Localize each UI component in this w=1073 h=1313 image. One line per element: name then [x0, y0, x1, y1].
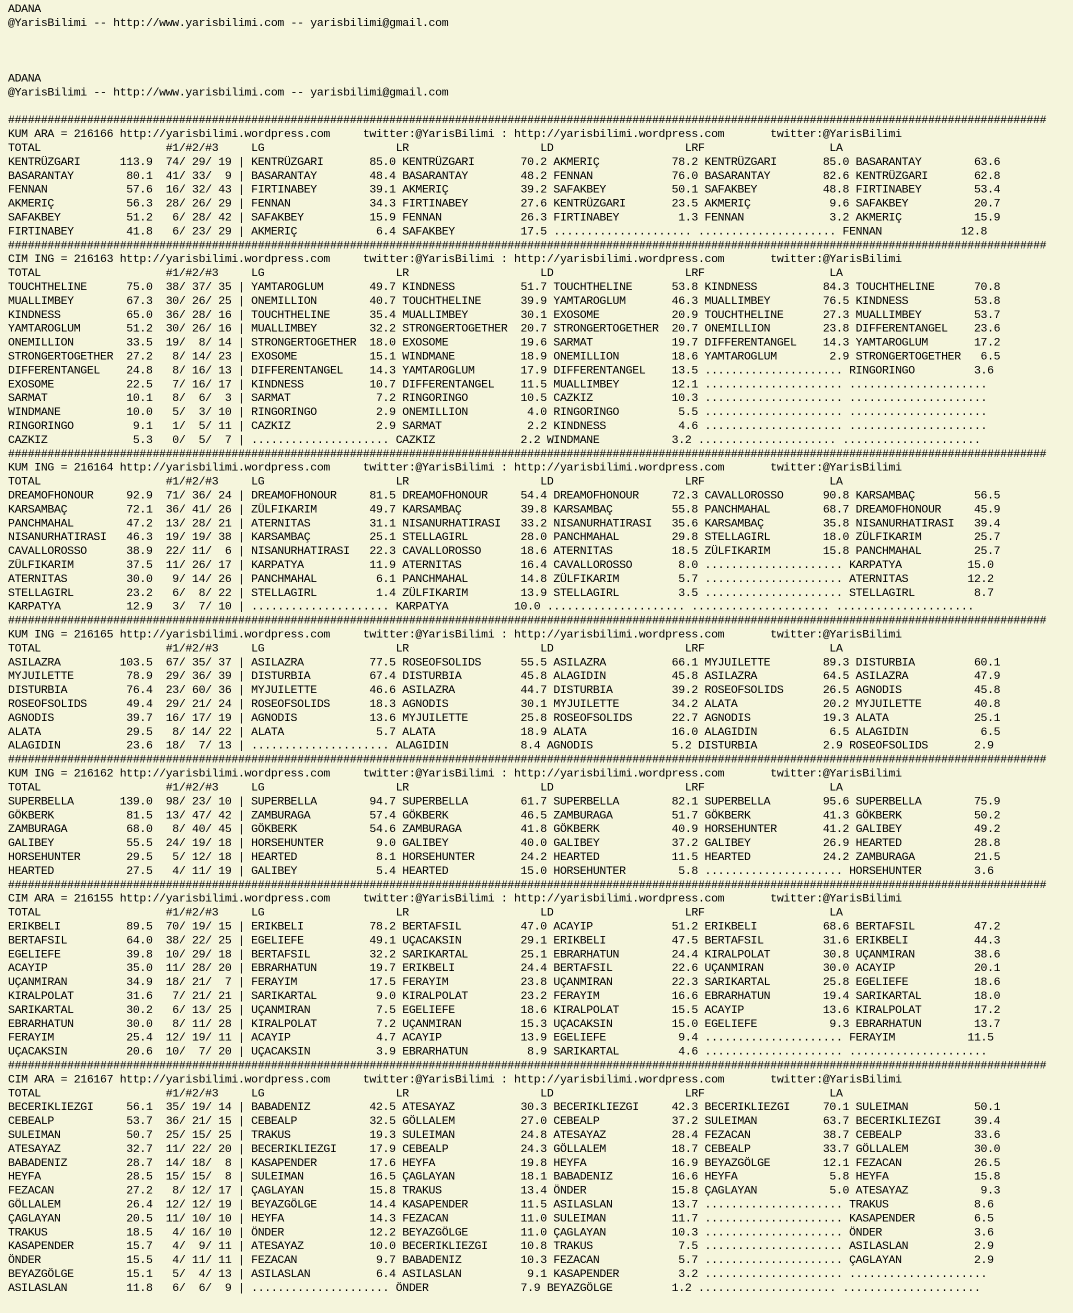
text-line: CAZKIZ 5.3 0/ 5/ 7 | ..................... CAZKIZ 2.2 WINDMANE 3.2 ..................... ..................... [8, 433, 981, 447]
text-line: ############################################################################################################################################################## [8, 878, 1047, 892]
text-line: TOTAL #1/#2/#3 LG LR LD LRF LA [8, 267, 843, 281]
text-line: @YarisBilimi -- http://www.yarisbilimi.com -- yarisbilimi@gmail.com [8, 86, 449, 100]
text-line: ADANA [8, 72, 41, 86]
text-line: STELLAGIRL 23.2 6/ 8/ 22 | STELLAGIRL 1.4 ZÜLFIKARIM 13.9 STELLAGIRL 3.5 ..................... STELLAGIRL 8.7 [8, 586, 994, 600]
text-line: EGELIEFE 39.8 10/ 29/ 18 | BERTAFSIL 32.2 SARIKARTAL 25.1 EBRARHATUN 24.4 KIRALPOLAT 30.8 UÇANMIRAN 38.6 [8, 948, 1001, 962]
text-line: KUM ING = 216162 http://yarisbilimi.wordpress.com twitter:@YarisBilimi : http://yarisbilimi.wordpress.com twitter:@YarisBilimi [8, 767, 902, 781]
text-line: BERTAFSIL 64.0 38/ 22/ 25 | EGELIEFE 49.1 UÇACAKSIN 29.1 ERIKBELI 47.5 BERTAFSIL 31.6 ERIKBELI 44.3 [8, 934, 1001, 948]
text-line: TOTAL #1/#2/#3 LG LR LD LRF LA [8, 475, 843, 489]
text-line: SUPERBELLA 139.0 98/ 23/ 10 | SUPERBELLA 94.7 SUPERBELLA 61.7 SUPERBELLA 82.1 SUPERBELLA 95.6 SUPERBELLA 75.9 [8, 795, 1001, 809]
text-line: KASAPENDER 15.7 4/ 9/ 11 | ATESAYAZ 10.0 BECERIKLIEZGI 10.8 TRAKUS 7.5 ..................... ASILASLAN 2.9 [8, 1240, 994, 1254]
text-line: STRONGERTOGETHER 27.2 8/ 14/ 23 | EXOSOME 15.1 WINDMANE 18.9 ONEMILLION 18.6 YAMTAROGLUM 2.9 STRONGERTOGETHER 6.5 [8, 350, 1001, 364]
text-line: ACAYIP 35.0 11/ 28/ 20 | EBRARHATUN 19.7 ERIKBELI 24.4 BERTAFSIL 22.6 UÇANMIRAN 30.0 ACAYIP 20.1 [8, 962, 1001, 976]
text-document [8, 3, 1046, 1296]
text-line: TRAKUS 18.5 4/ 16/ 10 | ÖNDER 12.2 BEYAZGÖLGE 11.0 ÇAGLAYAN 10.3 ..................... ÖNDER 3.6 [8, 1226, 994, 1240]
text-line: BABADENIZ 28.7 14/ 18/ 8 | KASAPENDER 17.6 HEYFA 19.8 HEYFA 16.9 BEYAZGÖLGE 12.1 FEZACAN 26.5 [8, 1156, 1001, 1170]
text-line: GÖKBERK 81.5 13/ 47/ 42 | ZAMBURAGA 57.4 GÖKBERK 46.5 ZAMBURAGA 51.7 GÖKBERK 41.3 GÖKBERK 50.2 [8, 809, 1001, 823]
text-line: KUM ING = 216164 http://yarisbilimi.wordpress.com twitter:@YarisBilimi : http://yarisbilimi.wordpress.com twitter:@YarisBilimi [8, 461, 902, 475]
text-line: ATESAYAZ 32.7 11/ 22/ 20 | BECERIKLIEZGI 17.9 CEBEALP 24.3 GÖLLALEM 18.7 CEBEALP 33.7 GÖLLALEM 30.0 [8, 1142, 1001, 1156]
text-line: TOTAL #1/#2/#3 LG LR LD LRF LA [8, 1087, 843, 1101]
text-line: GALIBEY 55.5 24/ 19/ 18 | HORSEHUNTER 9.0 GALIBEY 40.0 GALIBEY 37.2 GALIBEY 26.9 HEARTED 28.8 [8, 837, 1001, 851]
text-line [8, 31, 1046, 45]
text-line: KUM ING = 216165 http://yarisbilimi.wordpress.com twitter:@YarisBilimi : http://yarisbilimi.wordpress.com twitter:@YarisBilimi [8, 628, 902, 642]
text-line: EBRARHATUN 30.0 8/ 11/ 28 | KIRALPOLAT 7.2 UÇANMIRAN 15.3 UÇACAKSIN 15.0 EGELIEFE 9.3 EBRARHATUN 13.7 [8, 1017, 1001, 1031]
text-line: CIM ING = 216163 http://yarisbilimi.wordpress.com twitter:@YarisBilimi : http://yarisbilimi.wordpress.com twitter:@YarisBilimi [8, 253, 902, 267]
text-line: ############################################################################################################################################################## [8, 753, 1047, 767]
text-line: WINDMANE 10.0 5/ 3/ 10 | RINGORINGO 2.9 ONEMILLION 4.0 RINGORINGO 5.5 ..................... ..................... [8, 406, 988, 420]
text-line: BECERIKLIEZGI 56.1 35/ 19/ 14 | BABADENIZ 42.5 ATESAYAZ 30.3 BECERIKLIEZGI 42.3 BECERIKLIEZGI 70.1 SULEIMAN 50.1 [8, 1101, 1001, 1115]
text-line: SAFAKBEY 51.2 6/ 28/ 42 | SAFAKBEY 15.9 FENNAN 26.3 FIRTINABEY 1.3 FENNAN 3.2 AKMERIÇ 15.9 [8, 211, 1001, 225]
text-line: TOTAL #1/#2/#3 LG LR LD LRF LA [8, 781, 843, 795]
text-line: PANCHMAHAL 47.2 13/ 28/ 21 | ATERNITAS 31.1 NISANURHATIRASI 33.2 NISANURHATIRASI 35.6 KARSAMBAÇ 35.8 NISANURHATIRASI 39.4 [8, 517, 1001, 531]
text-line: BASARANTAY 80.1 41/ 33/ 9 | BASARANTAY 48.4 BASARANTAY 48.2 FENNAN 76.0 BASARANTAY 82.6 KENTRÜZGARI 62.8 [8, 169, 1001, 183]
text-line [8, 45, 1046, 59]
text-line: HEYFA 28.5 15/ 15/ 8 | SULEIMAN 16.5 ÇAGLAYAN 18.1 BABADENIZ 16.6 HEYFA 5.8 HEYFA 15.8 [8, 1170, 1001, 1184]
text-line: ############################################################################################################################################################## [8, 239, 1047, 253]
text-line: TOTAL #1/#2/#3 LG LR LD LRF LA [8, 142, 843, 155]
text-line: DREAMOFHONOUR 92.9 71/ 36/ 24 | DREAMOFHONOUR 81.5 DREAMOFHONOUR 54.4 DREAMOFHONOUR 72.3 CAVALLOROSSO 90.8 KARSAMBAÇ 56.5 [8, 489, 1001, 503]
text-line: MYJUILETTE 78.9 29/ 36/ 39 | DISTURBIA 67.4 DISTURBIA 45.8 ALAGIDIN 45.8 ASILAZRA 64.5 ASILAZRA 47.9 [8, 670, 1001, 684]
text-line: KUM ARA = 216166 http://yarisbilimi.wordpress.com twitter:@YarisBilimi : http://yarisbilimi.wordpress.com twitter:@YarisBilimi [8, 128, 902, 142]
text-line: YAMTAROGLUM 51.2 30/ 26/ 16 | MUALLIMBEY 32.2 STRONGERTOGETHER 20.7 STRONGERTOGETHER 20.7 ONEMILLION 23.8 DIFFERENTANGEL 23.6 [8, 322, 1001, 336]
text-line: ############################################################################################################################################################## [8, 614, 1047, 628]
text-line: ############################################################################################################################################################## [8, 447, 1047, 461]
text-line: KARPATYA 12.9 3/ 7/ 10 | ..................... KARPATYA 10.0 ..................... ..................... ..................... [8, 600, 974, 614]
text-line: CAVALLOROSSO 38.9 22/ 11/ 6 | NISANURHATIRASI 22.3 CAVALLOROSSO 18.6 ATERNITAS 18.5 ZÜLFIKARIM 15.8 PANCHMAHAL 25.7 [8, 545, 1001, 559]
text-line: AGNODIS 39.7 16/ 17/ 19 | AGNODIS 13.6 MYJUILETTE 25.8 ROSEOFSOLIDS 22.7 AGNODIS 19.3 ALATA 25.1 [8, 712, 1001, 725]
text-line: SARMAT 10.1 8/ 6/ 3 | SARMAT 7.2 RINGORINGO 10.5 CAZKIZ 10.3 ..................... ..................... [8, 392, 988, 406]
text-line: DISTURBIA 76.4 23/ 60/ 36 | MYJUILETTE 46.6 ASILAZRA 44.7 DISTURBIA 39.2 ROSEOFSOLIDS 26.5 AGNODIS 45.8 [8, 684, 1001, 698]
text-line: HORSEHUNTER 29.5 5/ 12/ 18 | HEARTED 8.1 HORSEHUNTER 24.2 HEARTED 11.5 HEARTED 24.2 ZAMBURAGA 21.5 [8, 851, 1001, 864]
text-line: ASILAZRA 103.5 67/ 35/ 37 | ASILAZRA 77.5 ROSEOFSOLIDS 55.5 ASILAZRA 66.1 MYJUILETTE 89.3 DISTURBIA 60.1 [8, 656, 1001, 670]
text-line: AKMERIÇ 56.3 28/ 26/ 29 | FENNAN 34.3 FIRTINABEY 27.6 KENTRÜZGARI 23.5 AKMERIÇ 9.6 SAFAKBEY 20.7 [8, 197, 1001, 211]
text-line: SULEIMAN 50.7 25/ 15/ 25 | TRAKUS 19.3 SULEIMAN 24.8 ATESAYAZ 28.4 FEZACAN 38.7 CEBEALP 33.6 [8, 1129, 1001, 1142]
text-line: CIM ARA = 216167 http://yarisbilimi.wordpress.com twitter:@YarisBilimi : http://yarisbilimi.wordpress.com twitter:@YarisBilimi [8, 1073, 902, 1087]
text-line: ONEMILLION 33.5 19/ 8/ 14 | STRONGERTOGETHER 18.0 EXOSOME 19.6 SARMAT 19.7 DIFFERENTANGEL 14.3 YAMTAROGLUM 17.2 [8, 336, 1001, 350]
text-line: ÖNDER 15.5 4/ 11/ 11 | FEZACAN 9.7 BABADENIZ 10.3 FEZACAN 5.7 ..................... ÇAGLAYAN 2.9 [8, 1254, 994, 1268]
text-line: FEZACAN 27.2 8/ 12/ 17 | ÇAGLAYAN 15.8 TRAKUS 13.4 ÖNDER 15.8 ÇAGLAYAN 5.0 ATESAYAZ 9.3 [8, 1184, 1001, 1198]
text-line [8, 59, 1046, 73]
text-line: DIFFERENTANGEL 24.8 8/ 16/ 13 | DIFFERENTANGEL 14.3 YAMTAROGLUM 17.9 DIFFERENTANGEL 13.5 ..................... RINGORINGO 3.6 [8, 364, 994, 378]
text-line: CEBEALP 53.7 36/ 21/ 15 | CEBEALP 32.5 GÖLLALEM 27.0 CEBEALP 37.2 SULEIMAN 63.7 BECERIKLIEZGI 39.4 [8, 1115, 1001, 1129]
text-line [8, 100, 1046, 114]
text-line: TOTAL #1/#2/#3 LG LR LD LRF LA [8, 906, 843, 920]
text-line: FIRTINABEY 41.8 6/ 23/ 29 | AKMERIÇ 6.4 SAFAKBEY 17.5 ..................... ..................... FENNAN 12.8 [8, 225, 988, 239]
text-line: ÇAGLAYAN 20.5 11/ 10/ 10 | HEYFA 14.3 FEZACAN 11.0 SULEIMAN 11.7 ..................... KASAPENDER 6.5 [8, 1212, 994, 1226]
text-line: RINGORINGO 9.1 1/ 5/ 11 | CAZKIZ 2.9 SARMAT 2.2 KINDNESS 4.6 ..................... ..................... [8, 420, 988, 433]
text-line: FERAYIM 25.4 12/ 19/ 11 | ACAYIP 4.7 ACAYIP 13.9 EGELIEFE 9.4 ..................... FERAYIM 11.5 [8, 1031, 994, 1045]
text-line: UÇACAKSIN 20.6 10/ 7/ 20 | UÇACAKSIN 3.9 EBRARHATUN 8.9 SARIKARTAL 4.6 ..................... ..................... [8, 1045, 988, 1059]
text-line: FENNAN 57.6 16/ 32/ 43 | FIRTINABEY 39.1 AKMERIÇ 39.2 SAFAKBEY 50.1 SAFAKBEY 48.8 FIRTINABEY 53.4 [8, 183, 1001, 197]
text-line: ZAMBURAGA 68.0 8/ 40/ 45 | GÖKBERK 54.6 ZAMBURAGA 41.8 GÖKBERK 40.9 HORSEHUNTER 41.2 GALIBEY 49.2 [8, 823, 1001, 837]
text-line: KENTRÜZGARI 113.9 74/ 29/ 19 | KENTRÜZGARI 85.0 KENTRÜZGARI 70.2 AKMERIÇ 78.2 KENTRÜZGARI 85.0 BASARANTAY 63.6 [8, 155, 1001, 169]
text-line: @YarisBilimi -- http://www.yarisbilimi.com -- yarisbilimi@gmail.com [8, 16, 449, 30]
text-line: TOUCHTHELINE 75.0 38/ 37/ 35 | YAMTAROGLUM 49.7 KINDNESS 51.7 TOUCHTHELINE 53.8 KINDNESS 84.3 TOUCHTHELINE 70.8 [8, 281, 1001, 294]
text-line: ROSEOFSOLIDS 49.4 29/ 21/ 24 | ROSEOFSOLIDS 18.3 AGNODIS 30.1 MYJUILETTE 34.2 ALATA 20.2 MYJUILETTE 40.8 [8, 698, 1001, 712]
text-line: SARIKARTAL 30.2 6/ 13/ 25 | UÇANMIRAN 7.5 EGELIEFE 18.6 KIRALPOLAT 15.5 ACAYIP 13.6 KIRALPOLAT 17.2 [8, 1003, 1001, 1017]
text-line: ADANA [8, 3, 41, 16]
text-line: CIM ARA = 216155 http://yarisbilimi.wordpress.com twitter:@YarisBilimi : http://yarisbilimi.wordpress.com twitter:@YarisBilimi [8, 892, 902, 906]
text-line: KINDNESS 65.0 36/ 28/ 16 | TOUCHTHELINE 35.4 MUALLIMBEY 30.1 EXOSOME 20.9 TOUCHTHELINE 27.3 MUALLIMBEY 53.7 [8, 308, 1001, 322]
text-line: MUALLIMBEY 67.3 30/ 26/ 25 | ONEMILLION 40.7 TOUCHTHELINE 39.9 YAMTAROGLUM 46.3 MUALLIMBEY 76.5 KINDNESS 53.8 [8, 294, 1001, 308]
text-line: ATERNITAS 30.0 9/ 14/ 26 | PANCHMAHAL 6.1 PANCHMAHAL 14.8 ZÜLFIKARIM 5.7 ..................... ATERNITAS 12.2 [8, 572, 994, 586]
text-line: UÇANMIRAN 34.9 18/ 21/ 7 | FERAYIM 17.5 FERAYIM 23.8 UÇANMIRAN 22.3 SARIKARTAL 25.8 EGELIEFE 18.6 [8, 976, 1001, 990]
text-line: TOTAL #1/#2/#3 LG LR LD LRF LA [8, 642, 843, 656]
text-line: ALAGIDIN 23.6 18/ 7/ 13 | ..................... ALAGIDIN 8.4 AGNODIS 5.2 DISTURBIA 2.9 ROSEOFSOLIDS 2.9 [8, 739, 994, 753]
text-line: ZÜLFIKARIM 37.5 11/ 26/ 17 | KARPATYA 11.9 ATERNITAS 16.4 CAVALLOROSSO 8.0 ..................... KARPATYA 15.0 [8, 559, 994, 572]
text-line: ############################################################################################################################################################## [8, 1059, 1047, 1073]
text-line: NISANURHATIRASI 46.3 19/ 19/ 38 | KARSAMBAÇ 25.1 STELLAGIRL 28.0 PANCHMAHAL 29.8 STELLAGIRL 18.0 ZÜLFIKARIM 25.7 [8, 531, 1001, 545]
text-line: ASILASLAN 11.8 6/ 6/ 9 | ..................... ÖNDER 7.9 BEYAZGÖLGE 1.2 ..................... ..................... [8, 1281, 981, 1295]
text-line: BEYAZGÖLGE 15.1 5/ 4/ 13 | ASILASLAN 6.4 ASILASLAN 9.1 KASAPENDER 3.2 ..................... ..................... [8, 1268, 988, 1281]
text-line: HEARTED 27.5 4/ 11/ 19 | GALIBEY 5.4 HEARTED 15.0 HORSEHUNTER 5.8 ..................... HORSEHUNTER 3.6 [8, 864, 994, 878]
text-line: GÖLLALEM 26.4 12/ 12/ 19 | BEYAZGÖLGE 14.4 KASAPENDER 11.5 ASILASLAN 13.7 ..................... TRAKUS 8.6 [8, 1198, 994, 1212]
text-line: ############################################################################################################################################################## [8, 114, 1047, 128]
text-line: ERIKBELI 89.5 70/ 19/ 15 | ERIKBELI 78.2 BERTAFSIL 47.0 ACAYIP 51.2 ERIKBELI 68.6 BERTAFSIL 47.2 [8, 920, 1001, 934]
text-line: EXOSOME 22.5 7/ 16/ 17 | KINDNESS 10.7 DIFFERENTANGEL 11.5 MUALLIMBEY 12.1 ..................... ..................... [8, 378, 988, 392]
text-line: ALATA 29.5 8/ 14/ 22 | ALATA 5.7 ALATA 18.9 ALATA 16.0 ALAGIDIN 6.5 ALAGIDIN 6.5 [8, 725, 1001, 739]
text-line: KARSAMBAÇ 72.1 36/ 41/ 26 | ZÜLFIKARIM 49.7 KARSAMBAÇ 39.8 KARSAMBAÇ 55.8 PANCHMAHAL 68.7 DREAMOFHONOUR 45.9 [8, 503, 1001, 517]
text-line: KIRALPOLAT 31.6 7/ 21/ 21 | SARIKARTAL 9.0 KIRALPOLAT 23.2 FERAYIM 16.6 EBRARHATUN 19.4 SARIKARTAL 18.0 [8, 990, 1001, 1003]
